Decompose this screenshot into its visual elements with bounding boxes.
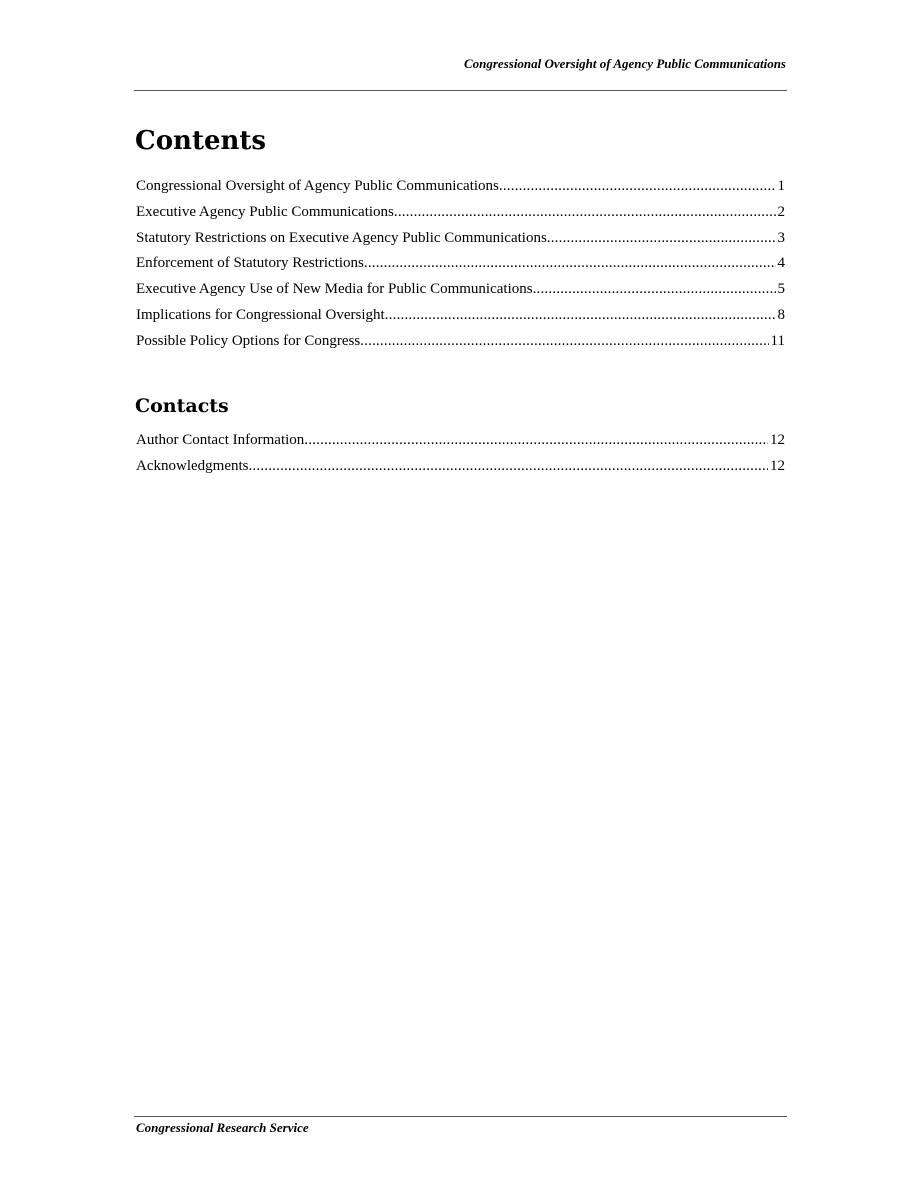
toc-entry-title: Possible Policy Options for Congress	[136, 332, 361, 349]
toc-entry[interactable]	[136, 431, 785, 457]
toc-entry-page: 12	[770, 457, 785, 474]
toc-entry-title: Enforcement of Statutory Restrictions	[136, 255, 364, 272]
toc-entry-page: 2	[777, 203, 785, 220]
dot-leader	[394, 203, 776, 221]
dot-leader	[499, 177, 776, 195]
toc-entry-title: Author Contact Information	[136, 432, 305, 448]
toc-entry[interactable]	[136, 254, 785, 280]
toc-entry-title: Implications for Congressional Oversight	[136, 306, 385, 323]
toc-entry-title: Executive Agency Use of New Media for Public Communications	[136, 281, 533, 298]
contacts-heading: Contacts	[135, 395, 229, 417]
toc-entry-title: Congressional Oversight of Agency Public Communications	[136, 178, 499, 194]
toc-entry-page: 8	[777, 306, 785, 323]
dot-leader	[304, 431, 768, 449]
footer-divider	[134, 1116, 787, 1117]
toc-entry[interactable]	[136, 457, 785, 483]
toc-entry-page: 3	[777, 229, 785, 246]
contacts-list	[136, 431, 785, 483]
toc-entry[interactable]	[136, 203, 785, 229]
toc-entry-page: 1	[777, 178, 785, 194]
running-header-title: Congressional Oversight of Agency Public Communications	[463, 56, 786, 71]
dot-leader	[385, 306, 776, 324]
toc-entry[interactable]	[136, 177, 785, 203]
header-divider	[134, 90, 787, 91]
toc-entry-page: 4	[777, 255, 785, 272]
running-footer-organization: Congressional Research Service	[136, 1120, 309, 1135]
dot-leader	[360, 332, 768, 350]
dot-leader	[248, 457, 768, 475]
toc-entry-page: 11	[770, 332, 785, 349]
toc-entry[interactable]	[136, 229, 785, 255]
dot-leader	[533, 280, 776, 298]
toc-entry-title: Statutory Restrictions on Executive Agency Public Communications	[136, 229, 547, 246]
contents-heading: Contents	[135, 126, 267, 156]
toc-entry[interactable]	[136, 306, 785, 332]
table-of-contents	[136, 177, 785, 358]
dot-leader	[547, 229, 776, 247]
toc-entry[interactable]	[136, 280, 785, 306]
toc-entry[interactable]	[136, 332, 785, 358]
toc-entry-page: 5	[777, 281, 785, 298]
toc-entry-page: 12	[770, 432, 785, 448]
dot-leader	[364, 254, 776, 272]
toc-entry-title: Executive Agency Public Communications	[136, 203, 394, 220]
toc-entry-title: Acknowledgments	[136, 457, 249, 474]
